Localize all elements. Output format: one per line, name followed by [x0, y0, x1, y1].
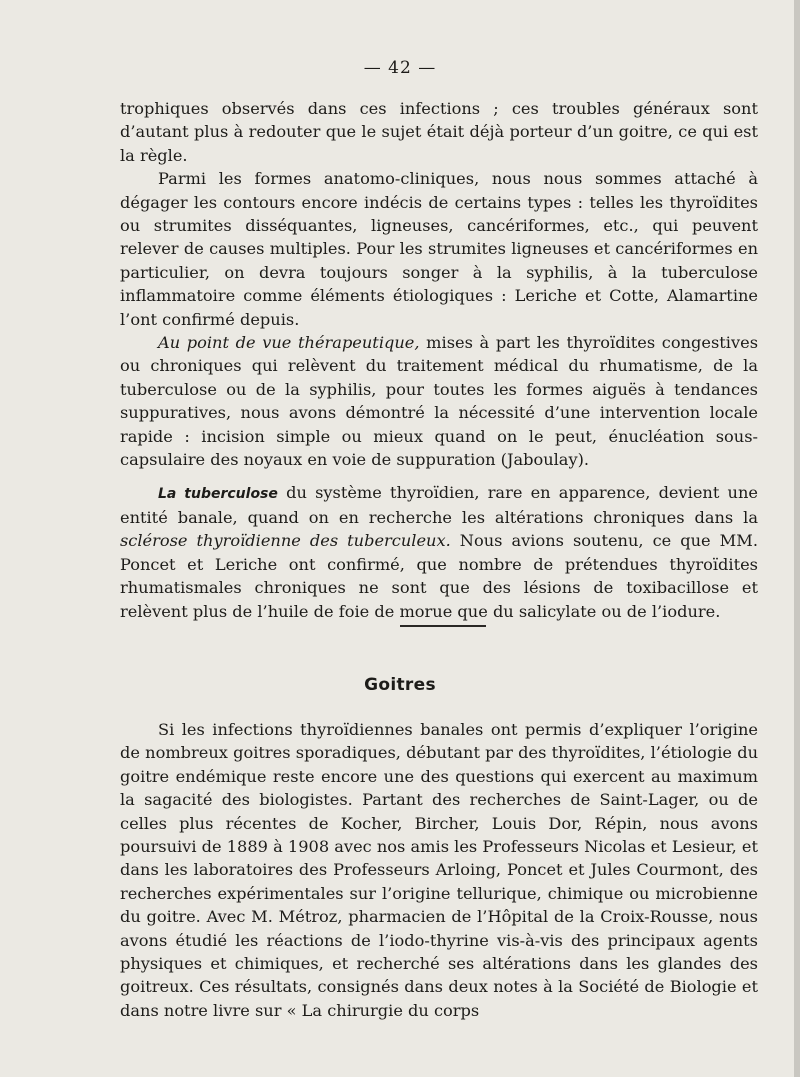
therapeutics-text: mises à part les thyroïdites congestives ou chroniques qui relèvent du traitement médical du rhumatisme, de la tuberculose ou de la syphilis, pour toutes les formes aiguës à tendances suppuratives, nous avons démontré la nécessité d’une intervention locale rapide : incision simple ou mieux quand on le peut, énucléation sous-capsulaire des noyaux en voie de suppuration (Jaboulay). [120, 333, 759, 470]
paragraph-tuberculosis [120, 481, 758, 623]
text-block-top [120, 97, 758, 623]
paragraph-continuation: trophiques observés dans ces infections ; ces troubles généraux sont d’autant plus à redouter que le sujet était déjà porteur d’un goitre, ce qui est la règle. [120, 99, 758, 165]
page-edge-shadow [794, 0, 800, 1077]
tuberculosis-text-b: Nous avions soutenu, ce que MM. Poncet et Leriche ont confirmé, que nombre de prétendues thyroïdites rhumatismales chroniques ne sont que des lésions de toxibacillose et relèvent plus de l’huile de foie de morue que du salicylate ou de l’iodure. [120, 531, 758, 621]
paragraph-therapeutics [120, 331, 758, 471]
tuberculosis-lead: La tuberculose [158, 485, 278, 502]
section-title: Goitres [364, 675, 436, 695]
tuberculosis-italic: sclérose thyroïdienne des tuberculeux. [120, 531, 451, 551]
text-block-bottom [120, 718, 758, 1022]
paragraph-goitres: Si les infections thyroïdiennes banales ont permis d’expliquer l’origine de nombreux goitres sporadiques, débutant par des thyroïdites, l’étiologie du goitre endémique reste encore une des questions qui exercent au maximum la sagacité des biologistes. Partant des recherches de Saint-Lager, ou de celles plus récentes de Kocher, Bircher, Louis Dor, Répin, nous avons poursuivi de 1889 à 1908 avec nos amis les Professeurs Nicolas et Lesieur, et dans les laboratoires des Professeurs Arloing, Poncet et Jules Courmont, des recherches expérimentales sur l’origine tellurique, chimique ou microbienne du goitre. Avec M. Métroz, pharmacien de l’Hôpital de la Croix-Rousse, nous avons étudié les réactions de l’iodo-thyrine vis-à-vis des principaux agents physiques et chimiques, et recherché ses altérations dans les glandes des goitreux. Ces résultats, consignés dans deux notes à la Société de Biologie et dans notre livre sur « La chirurgie du corps [120, 720, 758, 1020]
section-divider [400, 625, 486, 627]
page-number: — 42 — [363, 58, 437, 78]
tuberculosis-text-a: du système thyroïdien, rare en apparence, devient une entité banale, quand on en recherche les altérations chroniques dans la [120, 482, 758, 527]
therapeutics-italic-lead: Au point de vue thérapeutique, [158, 333, 420, 353]
paragraph-anatomo-clinical-forms: Parmi les formes anatomo-cliniques, nous nous sommes attaché à dégager les contours encore indécis de certains types : telles les thyroïdites ou strumites disséquantes, ligneuses, cancériformes, etc., qui peuvent relever de causes multiples. Pour les strumites ligneuses et cancériformes en particulier, on devra toujours songer à la syphilis, à la tuberculose inflammatoire comme éléments étiologiques : Leriche et Cotte, Alamartine l’ont confirmé depuis. [120, 169, 758, 329]
